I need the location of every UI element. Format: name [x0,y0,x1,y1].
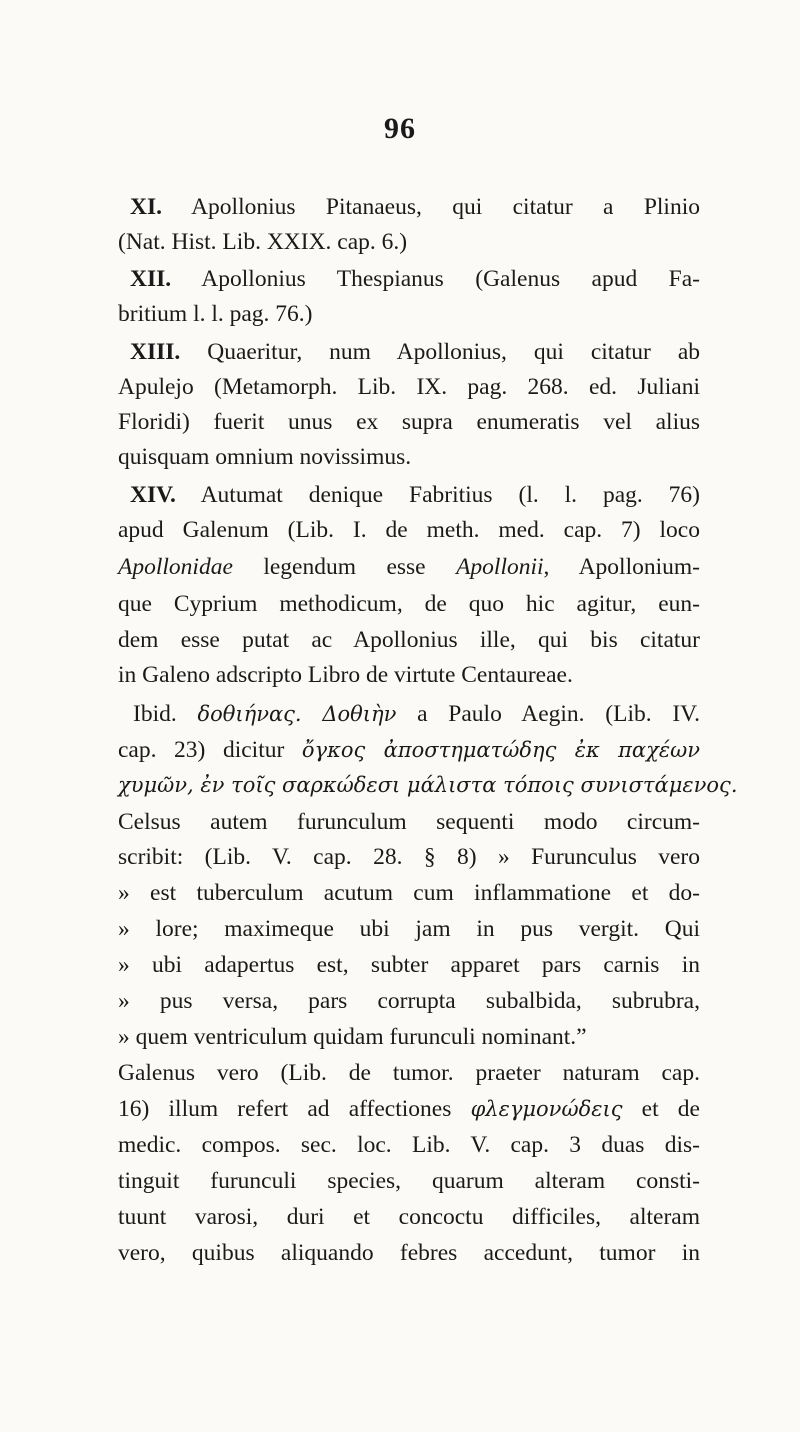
line-text: legendum esse [232,554,457,580]
text-line: vero, quibus aliquando febres accedunt, tumor in [118,1240,700,1266]
text-line: britium l. l. pag. 76.) [118,301,313,327]
italic-term: Apollonidae [118,554,233,580]
greek-term: Δοθιὴν [322,702,397,726]
text-line [118,550,700,584]
section-number: XII. [130,266,172,292]
text-line [133,697,700,731]
line-text: et de [622,1096,700,1122]
text-line: quisquam omnium novissimus. [118,444,412,470]
text-line: » lore; maximeque ubi jam in pus vergit. Qui [118,916,700,942]
text-line: » quem ventriculum quidam furunculi nominant.” [118,1024,587,1050]
text-line [118,733,700,767]
section-number: XIV. [130,482,176,508]
greek-term: δοθιήνας. [197,702,302,726]
text-line: » pus versa, pars corrupta subalbida, subrubra, [118,988,700,1014]
text-line [130,335,700,369]
text-line [118,1092,700,1126]
greek-term: φλεγμονώδεις [470,1097,623,1121]
line-text: cap. 23) dicitur [118,737,302,763]
italic-term: Apollonii [456,554,544,580]
greek-term: ὄγκος ἀποστηματώδης ἐκ παχέων [301,738,700,762]
text-line: Celsus autem furunculum sequenti modo circum- [118,809,700,835]
text-line [130,190,700,224]
text-line: » ubi adapertus est, subter apparet pars carnis in [118,952,700,978]
text-line: que Cyprium methodicum, de quo hic agitur, eun- [118,591,700,617]
text-line [118,768,738,802]
text-line: apud Galenum (Lib. I. de meth. med. cap. 7) loco [118,517,700,543]
line-text: Ibid. [133,701,198,727]
text-line [130,478,700,512]
text-line: » est tuberculum acutum cum inflammatione et do- [118,880,700,906]
text-line: (Nat. Hist. Lib. XXIX. cap. 6.) [118,229,408,255]
line-text: Apollonius Pitanaeus, qui citatur a Plinio [191,194,700,220]
text-line: Galenus vero (Lib. de tumor. praeter naturam cap. [118,1060,700,1086]
text-line: tuunt varosi, duri et concoctu difficiles, alteram [118,1204,700,1230]
line-text: Apollonius Thespianus (Galenus apud Fa- [201,266,700,292]
text-line: medic. compos. sec. loc. Lib. V. cap. 3 duas dis- [118,1132,700,1158]
text-line: Floridi) fuerit unus ex supra enumeratis vel alius [118,409,700,435]
text-line: dem esse putat ac Apollonius ille, qui bis citatur [118,627,700,653]
greek-term: χυμῶν, ἐν τοῖς σαρκώδεσι μάλιστα τόποις συνιστάμενος. [118,773,738,797]
page-number: 96 [384,112,416,145]
line-text: , Apollonium- [543,554,700,580]
text-line: Apulejo (Metamorph. Lib. IX. pag. 268. ed. Juliani [118,374,700,400]
section-number: XI. [130,194,162,220]
text-line: tinguit furunculi species, quarum alteram consti- [118,1168,700,1194]
text-line [130,262,700,296]
line-text: a Paulo Aegin. (Lib. IV. [396,701,700,727]
text-line: scribit: (Lib. V. cap. 28. § 8) » Furunculus vero [118,844,700,870]
line-text: Quaeritur, num Apollonius, qui citatur ab [207,339,700,365]
section-number: XIII. [130,339,181,365]
line-text: 16) illum refert ad affectiones [118,1096,471,1122]
line-text: Autumat denique Fabritius (l. l. pag. 76) [200,482,700,508]
text-line: in Galeno adscripto Libro de virtute Centaureae. [118,662,573,688]
